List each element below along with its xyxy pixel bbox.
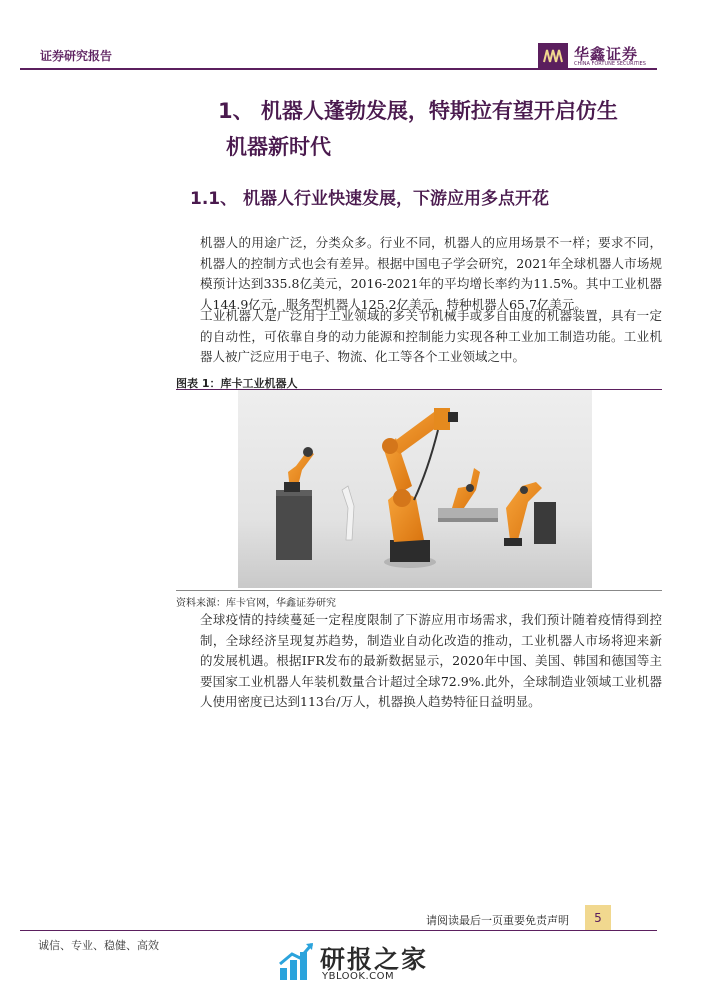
figure-title: 图表 1：库卡工业机器人 [176,377,298,390]
bar-chart-icon [278,940,316,984]
paragraph-2: 工业机器人是广泛用于工业领域的多关节机械手或多自由度的机器装置，具有一定的自动性，可依靠自身的动力能源和控制能力实现各种工业加工制造功能。工业机器人被广泛应用于电子、物流、化工等各个工业领域之中。 [200,308,662,364]
paragraph-3: 全球疫情的持续蔓延一定程度限制了下游应用市场需求，我们预计随着疫情得到控制，全球经济呈现复苏趋势，制造业自动化改造的推动，工业机器人市场将迎来新的发展机遇。根据IFR发布的最新数据显示，2020年中国、美国、韩国和德国等主要国家工业机器人年装机数量合计超过全球72.9%.此外，全球制造业领域工业机器人使用密度已达到113台/万人，机器换人趋势特征日益明显。 [200,612,662,709]
page-number: 5 [585,905,611,931]
logo-mark-icon [538,43,568,69]
logo-text-cn: 华鑫证券 [574,45,639,63]
footer-divider [20,930,657,931]
company-motto: 诚信、专业、稳健、高效 [38,939,159,952]
watermark [278,940,478,988]
watermark-text-en: YBLOOK.COM [322,971,395,982]
section-heading-line2: 机器新时代 [226,135,331,159]
header-title: 证券研究报告 [40,49,113,63]
section-heading [218,93,678,165]
header-divider [20,68,657,70]
logo-text-en: CHINA FORTUNE SECURITIES [574,61,646,67]
subsection-heading: 1.1、 机器人行业快速发展，下游应用多点开花 [190,189,550,209]
paragraph-1: 机器人的用途广泛，分类众多。行业不同，机器人的应用场景不一样；要求不同，机器人的控制方式也会有差异。根据中国电子学会研究，2021年全球机器人市场规模预计达到335.8亿美元，2016-2021年的平均增长率约为11.5%。其中工业机器人144.9亿元，服务型机器人125.2亿美元，特种机器人65.7亿美元。 [200,235,662,312]
company-logo [538,43,688,69]
kuka-robots-image [238,390,592,588]
watermark-text-cn: 研报之家 [320,945,429,974]
figure-source: 资料来源：库卡官网，华鑫证券研究 [176,598,336,609]
disclaimer-link[interactable]: 请阅读最后一页重要免责声明 [426,914,569,927]
figure-bottom-rule [176,590,662,591]
section-heading-line1: 1、 机器人蓬勃发展，特斯拉有望开启仿生 [218,99,618,123]
